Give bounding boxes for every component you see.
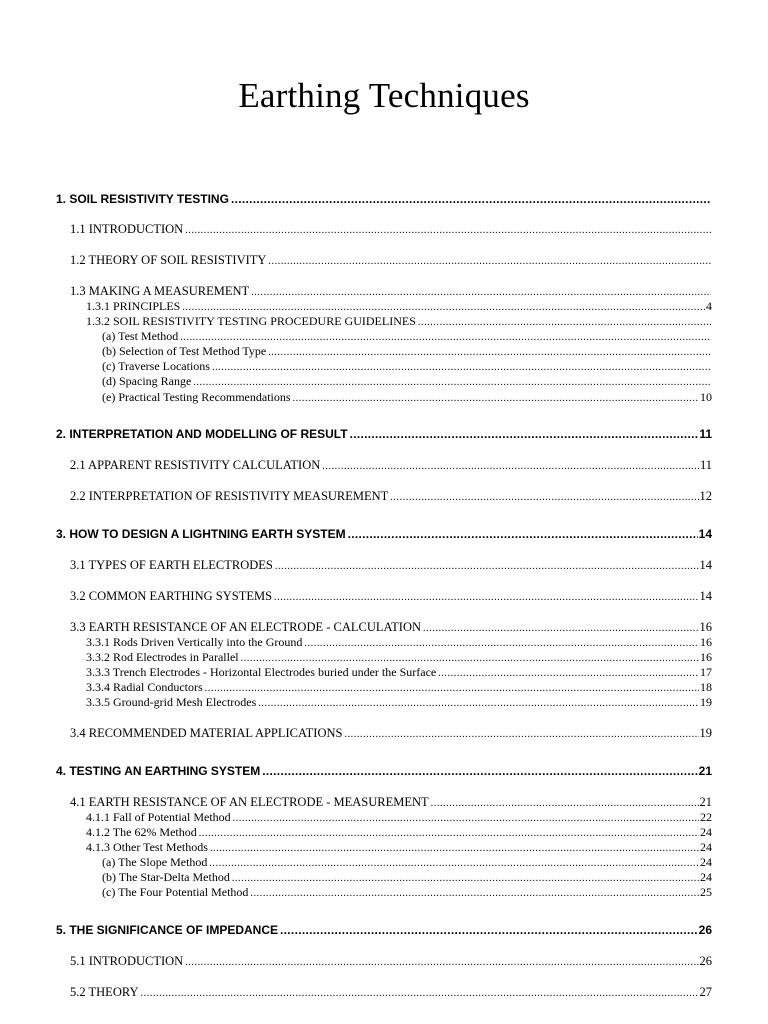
dot-leader (348, 528, 698, 540)
toc-entry-title: 5.1 INTRODUCTION (70, 954, 184, 968)
dot-leader (258, 699, 699, 709)
toc-page-number: 17 (700, 665, 712, 679)
toc-page-number: 27 (699, 985, 712, 999)
dot-leader (185, 958, 698, 968)
toc-entry[interactable] (86, 300, 712, 313)
toc-entry-title: 2.1 APPARENT RESISTIVITY CALCULATION (70, 458, 321, 472)
toc-entry[interactable] (70, 490, 712, 503)
toc-entry[interactable] (70, 727, 712, 740)
toc-entry[interactable] (70, 285, 712, 298)
toc-entry[interactable] (86, 315, 712, 328)
toc-entry[interactable] (70, 955, 712, 968)
toc-entry-title: 3.3.1 Rods Driven Vertically into the Ground (86, 635, 303, 649)
toc-entry[interactable] (102, 886, 712, 899)
toc-entry[interactable] (70, 223, 712, 236)
toc-page-number: 26 (698, 923, 712, 937)
dot-leader (322, 462, 699, 472)
toc-entry[interactable] (86, 811, 712, 824)
toc-entry-title: 2.2 INTERPRETATION OF RESISTIVITY MEASUREMENT (70, 489, 389, 503)
dot-leader (304, 639, 699, 649)
toc-entry-title: 3.3.4 Radial Conductors (86, 680, 203, 694)
toc-page-number: 16 (700, 635, 712, 649)
toc-page-number: 24 (700, 825, 712, 839)
dot-leader (180, 333, 711, 343)
dot-leader (251, 288, 711, 298)
toc-entry-title: (a) The Slope Method (102, 855, 208, 869)
toc-entry-title: 1. SOIL RESISTIVITY TESTING (56, 192, 229, 206)
toc-page-number: 24 (700, 840, 712, 854)
dot-leader (280, 924, 698, 936)
dot-leader (205, 684, 699, 694)
toc-entry-title: 3. HOW TO DESIGN A LIGHTNING EARTH SYSTEM (56, 527, 346, 541)
toc-chapter-entry[interactable] (56, 428, 712, 440)
toc-entry-title: 3.3 EARTH RESISTANCE OF AN ELECTRODE - CALCULATION (70, 620, 422, 634)
dot-leader (350, 428, 699, 440)
toc-entry-title: 1.3 MAKING A MEASUREMENT (70, 284, 250, 298)
toc-entry[interactable] (102, 345, 712, 358)
dot-leader (275, 562, 699, 572)
toc-entry-title: (d) Spacing Range (102, 374, 192, 388)
toc-entry-title: 4.1.3 Other Test Methods (86, 840, 208, 854)
dot-leader (193, 378, 711, 388)
toc-chapter-entry[interactable] (56, 924, 712, 936)
dot-leader (344, 730, 698, 740)
toc-entry[interactable] (70, 986, 712, 999)
dot-leader (182, 303, 705, 313)
dot-leader (141, 989, 699, 999)
toc-entry[interactable] (102, 360, 712, 373)
toc-entry-title: 4.1.1 Fall of Potential Method (86, 810, 231, 824)
toc-entry-title: (b) The Star-Delta Method (102, 870, 230, 884)
dot-leader (438, 669, 699, 679)
dot-leader (250, 889, 699, 899)
toc-entry-title: 3.2 COMMON EARTHING SYSTEMS (70, 589, 273, 603)
toc-entry-title: 1.2 THEORY OF SOIL RESISTIVITY (70, 253, 267, 267)
toc-entry[interactable] (86, 826, 712, 839)
toc-entry[interactable] (86, 696, 712, 709)
toc-entry[interactable] (70, 590, 712, 603)
dot-leader (268, 348, 711, 358)
dot-leader (210, 844, 699, 854)
toc-entry[interactable] (70, 459, 712, 472)
toc-entry[interactable] (70, 796, 712, 809)
dot-leader (268, 257, 711, 267)
toc-page-number: 12 (699, 489, 712, 503)
dot-leader (185, 226, 711, 236)
toc-page-number: 21 (699, 795, 712, 809)
toc-entry[interactable] (102, 375, 712, 388)
dot-leader (423, 624, 698, 634)
dot-leader (199, 829, 699, 839)
toc-page-number: 24 (700, 870, 712, 884)
toc-entry-title: 3.3.3 Trench Electrodes - Horizontal Electrodes buried under the Surface (86, 665, 437, 679)
toc-entry-title: 3.3.5 Ground-grid Mesh Electrodes (86, 695, 257, 709)
toc-entry[interactable] (86, 666, 712, 679)
dot-leader (262, 765, 697, 777)
toc-entry-title: 5. THE SIGNIFICANCE OF IMPEDANCE (56, 923, 279, 937)
dot-leader (231, 193, 711, 205)
toc-entry-title: 2. INTERPRETATION AND MODELLING OF RESULT (56, 427, 348, 441)
toc-page-number: 19 (699, 726, 712, 740)
toc-entry[interactable] (70, 254, 712, 267)
dot-leader (418, 318, 711, 328)
toc-chapter-entry[interactable] (56, 193, 712, 205)
dot-leader (209, 859, 699, 869)
toc-entry[interactable] (102, 391, 712, 404)
toc-chapter-entry[interactable] (56, 528, 712, 540)
toc-entry-title: (b) Selection of Test Method Type (102, 344, 267, 358)
toc-page-number: 21 (698, 764, 712, 778)
toc-page-number: 11 (699, 458, 712, 472)
toc-entry[interactable] (102, 330, 712, 343)
toc-entry[interactable] (86, 681, 712, 694)
toc-entry[interactable] (102, 856, 712, 869)
toc-entry-title: 5.2 THEORY (70, 985, 139, 999)
dot-leader (390, 493, 698, 503)
dot-leader (293, 394, 699, 404)
toc-entry-title: 1.1 INTRODUCTION (70, 222, 184, 236)
dot-leader (233, 814, 699, 824)
dot-leader (431, 799, 699, 809)
toc-entry[interactable] (70, 559, 712, 572)
toc-entry[interactable] (86, 651, 712, 664)
toc-page-number: 16 (699, 620, 712, 634)
toc-entry-title: 4.1.2 The 62% Method (86, 825, 197, 839)
toc-page-number: 11 (699, 427, 712, 441)
toc-entry[interactable] (86, 636, 712, 649)
toc-page-number: 19 (700, 695, 712, 709)
toc-entry-title: (c) The Four Potential Method (102, 885, 249, 899)
toc-entry-title: (c) Traverse Locations (102, 359, 210, 373)
toc-page-number: 16 (700, 650, 712, 664)
dot-leader (241, 654, 699, 664)
toc-entry-title: 3.4 RECOMMENDED MATERIAL APPLICATIONS (70, 726, 343, 740)
toc-entry-title: 1.3.2 SOIL RESISTIVITY TESTING PROCEDURE GUIDELINES (86, 314, 416, 328)
toc-entry-title: (e) Practical Testing Recommendations (102, 390, 291, 404)
toc-entry-title: 4. TESTING AN EARTHING SYSTEM (56, 764, 261, 778)
document-title: Earthing Techniques (238, 76, 530, 115)
toc-entry-title: 3.3.2 Rod Electrodes in Parallel (86, 650, 239, 664)
toc-entry-title: (a) Test Method (102, 329, 179, 343)
dot-leader (212, 363, 711, 373)
dot-leader (274, 593, 698, 603)
toc-entry-title: 1.3.1 PRINCIPLES (86, 299, 181, 313)
toc-entry-title: 4.1 EARTH RESISTANCE OF AN ELECTRODE - MEASUREMENT (70, 795, 429, 809)
toc-page-number: 26 (699, 954, 712, 968)
toc-page-number: 4 (706, 299, 712, 313)
toc-entry[interactable] (70, 621, 712, 634)
toc-entry-title: 3.1 TYPES OF EARTH ELECTRODES (70, 558, 273, 572)
toc-page-number: 14 (698, 527, 712, 541)
toc-page-number: 22 (700, 810, 712, 824)
dot-leader (232, 874, 699, 884)
toc-page-number: 24 (700, 855, 712, 869)
toc-page-number: 25 (700, 885, 712, 899)
toc-page-number: 10 (700, 390, 712, 404)
toc-entry[interactable] (86, 841, 712, 854)
toc-page-number: 14 (699, 558, 712, 572)
toc-entry[interactable] (102, 871, 712, 884)
toc-page-number: 14 (699, 589, 712, 603)
toc-page-number: 18 (700, 680, 712, 694)
toc-chapter-entry[interactable] (56, 765, 712, 777)
